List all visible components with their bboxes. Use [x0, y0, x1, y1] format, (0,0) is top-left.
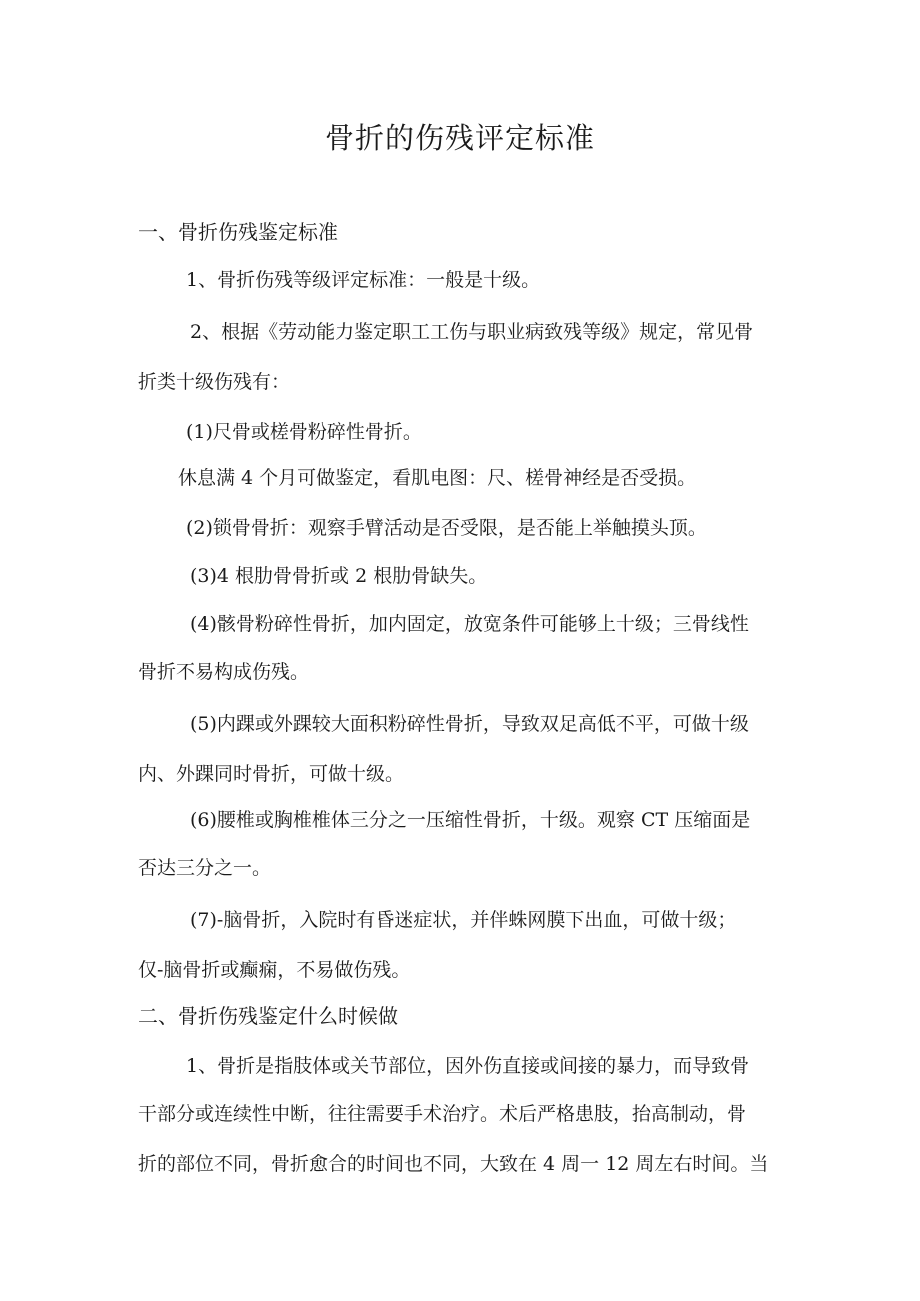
- list-item-5: (5)内踝或外踝较大面积粉碎性骨折，导致双足高低不平，可做十级: [190, 713, 749, 735]
- section-heading-1: 一、骨折伤残鉴定标准: [138, 220, 338, 244]
- paragraph-line: 否达三分之一。: [138, 857, 272, 879]
- list-item-7: (7)-脑骨折，入院时有昏迷症状，并伴蛛网膜下出血，可做十级；: [190, 909, 737, 931]
- list-item-1: (1)尺骨或槎骨粉碎性骨折。: [186, 421, 422, 443]
- paragraph-line: 内、外踝同时骨折，可做十级。: [138, 763, 405, 785]
- paragraph-line: 折的部位不同，骨折愈合的时间也不同，大致在 4 周一 12 周左右时间。当: [138, 1153, 769, 1175]
- document-title: 骨折的伤残评定标准: [324, 121, 595, 155]
- paragraph-line: 干部分或连续性中断，往往需要手术治疗。术后严格患肢，抬高制动，骨: [138, 1103, 747, 1125]
- paragraph-line: 1、骨折是指肢体或关节部位，因外伤直接或间接的暴力，而导致骨: [186, 1055, 750, 1077]
- section-heading-2: 二、骨折伤残鉴定什么时候做: [138, 1004, 398, 1028]
- list-item-4: (4)骸骨粉碎性骨折，加内固定，放宽条件可能够上十级；三骨线性: [190, 613, 749, 635]
- paragraph-line: 折类十级伤残有：: [138, 371, 291, 393]
- list-item-3: (3)4 根肋骨骨折或 2 根肋骨缺失。: [190, 565, 488, 587]
- list-item-2: (2)锁骨骨折：观察手臂活动是否受限，是否能上举触摸头顶。: [186, 517, 707, 539]
- paragraph-line: 休息满 4 个月可做鉴定，看肌电图：尺、槎骨神经是否受损。: [178, 467, 697, 489]
- paragraph-line: 仅-脑骨折或癫痫，不易做伤残。: [138, 959, 411, 981]
- list-item-6: (6)腰椎或胸椎椎体三分之一压缩性骨折，十级。观察 CT 压缩面是: [190, 809, 751, 831]
- paragraph-line: 1、骨折伤残等级评定标准：一般是十级。: [186, 269, 541, 291]
- paragraph-line: 骨折不易构成伤残。: [138, 661, 310, 683]
- paragraph-line: 2、根据《劳动能力鉴定职工工伤与职业病致残等级》规定，常见骨: [190, 321, 754, 343]
